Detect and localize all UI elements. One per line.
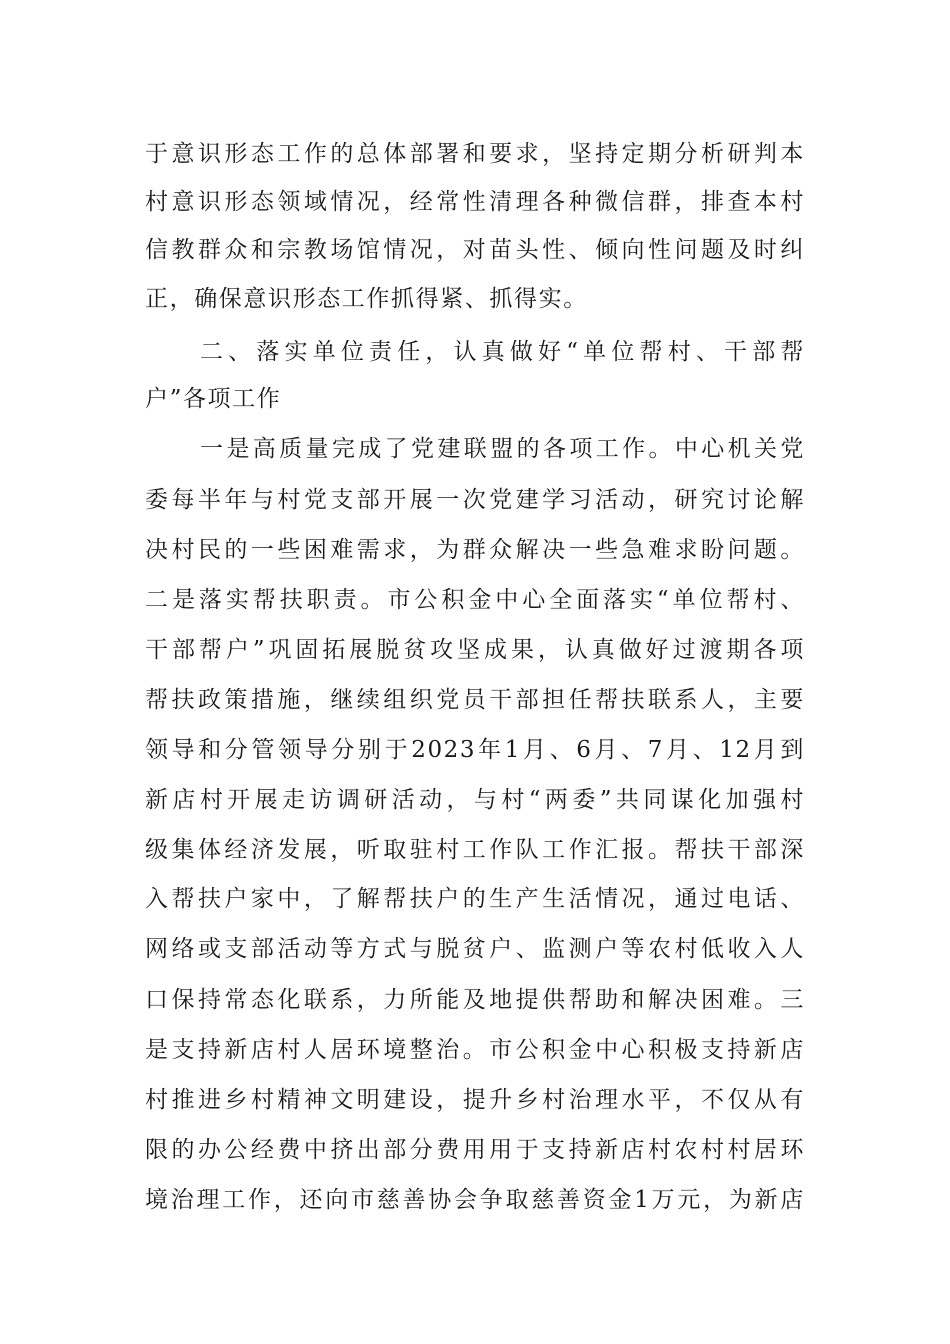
text-line-8: 委每半年与村党支部开展一次党建学习活动，研究讨论解: [145, 487, 805, 513]
text-line-12: 帮扶政策措施，继续组织党员干部担任帮扶联系人，主要: [145, 687, 805, 713]
text-line-21: 限的办公经费中挤出部分费用用于支持新店村农村村居环: [145, 1137, 805, 1163]
text-line-13: 领导和分管领导分别于2023年1月、6月、7月、12月到: [145, 737, 805, 763]
text-line-7: 一是高质量完成了党建联盟的各项工作。中心机关党: [200, 436, 805, 462]
text-line-18: 口保持常态化联系，力所能及地提供帮助和解决困难。三: [145, 987, 805, 1013]
text-line-22: 境治理工作，还向市慈善协会争取慈善资金1万元，为新店: [145, 1187, 805, 1213]
text-line-19: 是支持新店村人居环境整治。市公积金中心积极支持新店: [145, 1037, 805, 1063]
text-line-20: 村推进乡村精神文明建设，提升乡村治理水平，不仅从有: [145, 1087, 805, 1113]
text-line-15: 级集体经济发展，听取驻村工作队工作汇报。帮扶干部深: [145, 837, 805, 863]
text-line-4: 正，确保意识形态工作抓得紧、抓得实。: [145, 286, 588, 312]
text-line-17: 网络或支部活动等方式与脱贫户、监测户等农村低收入人: [145, 936, 805, 962]
text-line-14: 新店村开展走访调研活动，与村“两委”共同谋化加强村: [145, 787, 805, 813]
text-line-3: 信教群众和宗教场馆情况，对苗头性、倾向性问题及时纠: [145, 237, 805, 263]
text-line-16: 入帮扶户家中，了解帮扶户的生产生活情况，通过电话、: [145, 886, 805, 912]
section-heading-line-2: 户”各项工作: [145, 386, 282, 412]
text-line-11: 干部帮户”巩固拓展脱贫攻坚成果，认真做好过渡期各项: [145, 637, 805, 663]
text-line-10: 二是落实帮扶职责。市公积金中心全面落实“单位帮村、: [145, 587, 805, 613]
text-line-1: 于意识形态工作的总体部署和要求，坚持定期分析研判本: [145, 141, 805, 167]
text-line-2: 村意识形态领域情况，经常性清理各种微信群，排查本村: [145, 189, 805, 215]
section-heading-line-1: 二、落实单位责任，认真做好“单位帮村、干部帮: [200, 339, 805, 365]
text-line-9: 决村民的一些困难需求，为群众解决一些急难求盼问题。: [145, 537, 805, 563]
